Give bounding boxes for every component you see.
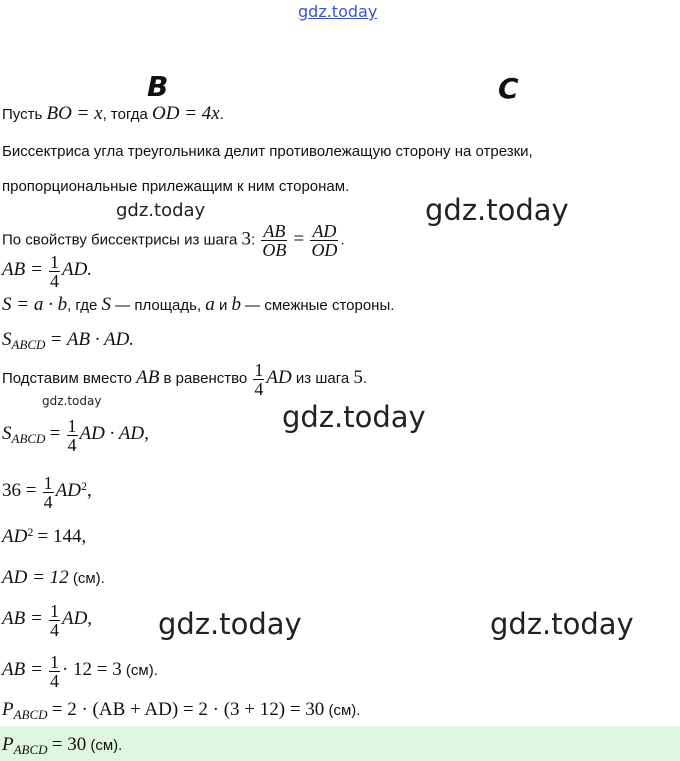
watermark: gdz.today bbox=[490, 607, 634, 641]
math: = 30 bbox=[51, 734, 87, 755]
watermark-top[interactable]: gdz.today bbox=[298, 2, 378, 21]
formula-line-14 bbox=[2, 648, 158, 693]
formula-line-10 bbox=[2, 464, 92, 514]
text: — смежные стороны. bbox=[241, 297, 395, 314]
math: S = a · b bbox=[2, 294, 68, 315]
math: AD. bbox=[61, 259, 93, 280]
numerator: 1 bbox=[254, 359, 264, 380]
math: , bbox=[86, 480, 92, 501]
math: 36 = bbox=[2, 480, 37, 501]
formula-line-15 bbox=[2, 700, 360, 725]
watermark: gdz.today bbox=[425, 193, 569, 227]
math: BO = x bbox=[46, 103, 103, 124]
math: AD bbox=[55, 480, 81, 501]
text: и bbox=[214, 297, 232, 314]
math: AB = bbox=[2, 608, 43, 629]
numerator: 1 bbox=[49, 651, 59, 672]
watermark: gdz.today bbox=[282, 400, 426, 434]
fraction bbox=[67, 417, 78, 454]
formula-line-13 bbox=[2, 597, 92, 642]
text: , тогда bbox=[102, 106, 153, 123]
math: 3 bbox=[241, 228, 252, 250]
text: (см). bbox=[68, 570, 105, 587]
subscript: ABCD bbox=[11, 431, 46, 446]
math: AD bbox=[2, 526, 28, 547]
text: Пусть bbox=[2, 106, 47, 123]
math: = 2 · (AB + AD) = 2 · (3 + 12) = 30 bbox=[51, 699, 325, 720]
denominator: OB bbox=[262, 240, 287, 260]
math: AB = bbox=[2, 259, 43, 280]
text-line-3: пропорциональные прилежащим к ним сторонам. bbox=[2, 178, 350, 195]
text: (см). bbox=[86, 737, 123, 754]
text-line-4 bbox=[0, 218, 460, 260]
text: . bbox=[219, 106, 224, 123]
math: S bbox=[2, 329, 12, 350]
watermark: gdz.today bbox=[42, 394, 102, 408]
figure-vertex-c: C bbox=[498, 72, 519, 105]
math: AD · AD, bbox=[79, 423, 149, 444]
fraction bbox=[49, 602, 60, 639]
text: — площадь, bbox=[110, 297, 206, 314]
math: = bbox=[293, 228, 305, 250]
math: AB bbox=[136, 367, 160, 388]
math: = bbox=[49, 423, 61, 444]
text-line-2: Биссектриса угла треугольника делит противолежащую сторону на отрезки, bbox=[2, 143, 533, 160]
numerator: 1 bbox=[43, 472, 53, 493]
text: , где bbox=[67, 297, 102, 314]
math: S bbox=[2, 423, 12, 444]
denominator: 4 bbox=[254, 378, 264, 399]
subscript: ABCD bbox=[11, 337, 46, 352]
formula-line-5 bbox=[2, 250, 92, 291]
text: . bbox=[340, 231, 345, 249]
math: AD = 12 bbox=[2, 567, 69, 588]
denominator: 4 bbox=[49, 270, 59, 291]
math: b bbox=[231, 294, 242, 315]
numerator: 1 bbox=[49, 251, 59, 272]
math: OD = 4x bbox=[152, 103, 220, 124]
watermark: gdz.today bbox=[116, 200, 206, 221]
fraction bbox=[49, 653, 60, 690]
fraction bbox=[43, 474, 54, 511]
text: (см). bbox=[324, 702, 361, 719]
math: AD, bbox=[61, 608, 93, 629]
denominator: OD bbox=[311, 240, 338, 260]
text: По свойству биссектрисы из шага bbox=[2, 231, 242, 249]
formula-line-9 bbox=[2, 412, 149, 461]
math: = AB · AD. bbox=[49, 329, 135, 350]
math: a bbox=[205, 294, 215, 315]
math: S bbox=[101, 294, 111, 315]
fraction bbox=[49, 253, 60, 290]
text: (см). bbox=[121, 662, 158, 679]
math: AB = bbox=[2, 659, 43, 680]
text: Подставим вместо bbox=[2, 370, 137, 387]
text: в равенство bbox=[159, 370, 252, 387]
text: из шага bbox=[291, 370, 354, 387]
math: AD bbox=[266, 367, 292, 388]
fraction bbox=[261, 222, 287, 259]
math: = 144, bbox=[37, 526, 87, 547]
subscript: ABCD bbox=[13, 707, 48, 722]
numerator: 1 bbox=[67, 415, 77, 436]
watermark: gdz.today bbox=[158, 607, 302, 641]
subscript: ABCD bbox=[13, 742, 48, 757]
formula-line-7 bbox=[2, 330, 134, 355]
math: P bbox=[2, 734, 14, 755]
numerator: AD bbox=[312, 221, 337, 241]
text-line-6 bbox=[2, 295, 394, 316]
denominator: 4 bbox=[49, 670, 59, 691]
math: 5 bbox=[353, 367, 363, 388]
fraction bbox=[310, 222, 338, 259]
fraction bbox=[253, 361, 264, 398]
figure-vertex-b: B bbox=[147, 70, 169, 103]
denominator: 4 bbox=[67, 434, 77, 455]
formula-line-12 bbox=[2, 568, 105, 589]
numerator: 1 bbox=[49, 600, 59, 621]
text: : bbox=[251, 231, 256, 249]
text: . bbox=[362, 370, 368, 387]
formula-line-11 bbox=[2, 522, 86, 548]
text-line-1 bbox=[2, 104, 224, 125]
math: P bbox=[2, 699, 14, 720]
answer-line bbox=[2, 735, 122, 760]
superscript: 2 bbox=[27, 525, 34, 539]
denominator: 4 bbox=[43, 491, 53, 512]
denominator: 4 bbox=[49, 619, 59, 640]
numerator: AB bbox=[263, 221, 286, 241]
math: · 12 = 3 bbox=[61, 659, 122, 680]
superscript: 2 bbox=[80, 479, 87, 493]
